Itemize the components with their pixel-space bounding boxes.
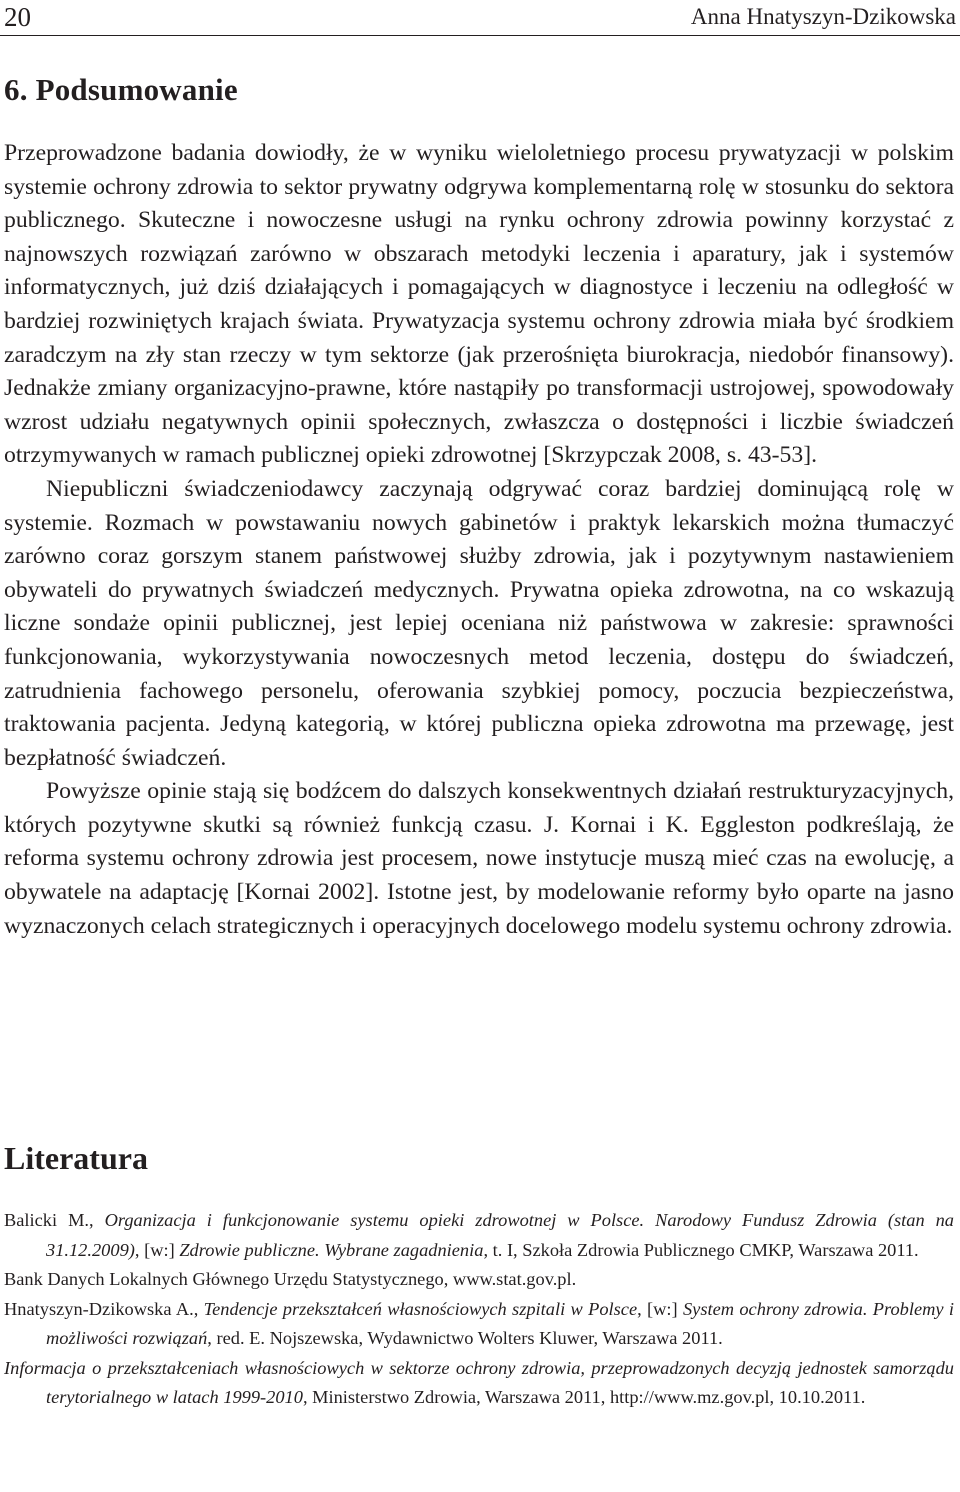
ref-mid: , [w:] <box>637 1298 683 1319</box>
section-title: 6. Podsumowanie <box>4 72 238 107</box>
section-body <box>4 137 954 943</box>
paragraph: Powyższe opinie stają się bodźcem do dalszych konsekwentnych działań restrukturyzacyjnych, których pozytywne skutki są również funkcją czasu. J. Kornai i K. Eggleston podkreślają, że reforma systemu ochrony zdrowia jest procesem, nowe instytucje muszą mieć czas na ewolucję, a obywatele na adaptację [Kornai 2002]. Istotne jest, by modelowanie reformy było oparte na jasno wyznaczonych celach strategicznych i operacyjnych docelowego modelu systemu ochrony zdrowia. <box>4 778 954 939</box>
reference-item <box>4 1265 954 1295</box>
ref-author: Balicki M., <box>4 1210 105 1230</box>
page-number: 20 <box>4 2 31 32</box>
literature-title: Literatura <box>4 1140 148 1176</box>
ref-title: Informacja o przekształceniach własnościowych w sektorze ochrony zdrowia, przeprowadzonych decyzją jednostek samorządu terytorialnego w latach 1999-2010 <box>4 1357 954 1407</box>
paragraph: Przeprowadzone badania dowiodły, że w wyniku wieloletniego procesu prywatyzacji w polskim systemie ochrony zdrowia to sektor prywatny odgrywa komplementarną rolę w stosunku do sektora publicznego. Skuteczne i nowoczesne usługi na rynku ochrony zdrowia powinny korzystać z najnowszych rozwiązań zarówno w obszarach metodyki leczenia i aparatury, jak i systemów informatycznych, już dziś działających i pomagających w diagnostyce i leczeniu na odległość w bardziej rozwiniętych krajach świata. Prywatyzacja systemu ochrony zdrowia miała być środkiem zaradczym na zły stan rzeczy w tym sektorze (jak przerośnięta biurokracja, niedobór finansowy). Jednakże zmiany organizacyjno-prawne, które nastąpiły po transformacji ustrojowej, spowodowały wzrost udziału negatywnych opinii społecznych, zwłaszcza o dostępności i liczbie świadczeń otrzymywanych w ramach publicznej opieki zdrowotnej [Skrzypczak 2008, s. 43-53]. <box>4 140 954 469</box>
header-rule <box>0 35 960 36</box>
ref-text: Bank Danych Lokalnych Głównego Urzędu Statystycznego, www.stat.gov.pl. <box>4 1269 577 1289</box>
page-header <box>0 0 960 36</box>
reference-item <box>4 1295 954 1354</box>
ref-title: Organizacja i funkcjonowanie systemu opieki zdrowotnej w Polsce. Narodowy Fundusz Zdrowia (stan na 31.12.2009) <box>46 1210 954 1260</box>
reference-item <box>4 1206 954 1265</box>
ref-rest: , red. E. Nojszewska, Wydawnictwo Wolters Kluwer, Warszawa 2011. <box>207 1328 723 1348</box>
ref-title: Tendencje przekształceń własnościowych szpitali w Polsce <box>203 1298 638 1319</box>
ref-mid: , [w:] <box>134 1239 180 1260</box>
ref-source: System ochrony zdrowia. Problemy i możliwości rozwiązań <box>46 1298 954 1348</box>
ref-source: Zdrowie publiczne. Wybrane zagadnienia <box>179 1239 484 1260</box>
paragraph: Niepubliczni świadczeniodawcy zaczynają odgrywać coraz bardziej dominującą rolę w systemie. Rozmach w powstawaniu nowych gabinetów i praktyk lekarskich można tłumaczyć zarówno coraz gorszym stanem państwowej służby zdrowia, jak i pozytywnym nastawieniem obywateli do prywatnych świadczeń medycznych. Prywatna opieka zdrowotna, na co wskazują liczne sondaże opinii publicznej, jest lepiej oceniana niż państwowa w zakresie: sprawności funkcjonowania, wykorzystywania nowoczesnych metod leczenia, dostępu do świadczeń, zatrudnienia fachowego personelu, oferowania szybkiej pomocy, poczucia bezpieczeństwa, traktowania pacjenta. Jedyną kategorią, w której publiczna opieka zdrowotna ma przewagę, jest bezpłatność świadczeń. <box>4 475 954 771</box>
reference-list <box>4 1206 954 1413</box>
ref-rest: , t. I, Szkoła Zdrowia Publicznego CMKP, Warszawa 2011. <box>483 1239 919 1260</box>
reference-item <box>4 1354 954 1413</box>
ref-rest: , Ministerstwo Zdrowia, Warszawa 2011, http://www.mz.gov.pl, 10.10.2011. <box>302 1387 866 1407</box>
ref-author: Hnatyszyn-Dzikowska A., <box>4 1298 204 1319</box>
running-head-author: Anna Hnatyszyn-Dzikowska <box>690 4 956 29</box>
